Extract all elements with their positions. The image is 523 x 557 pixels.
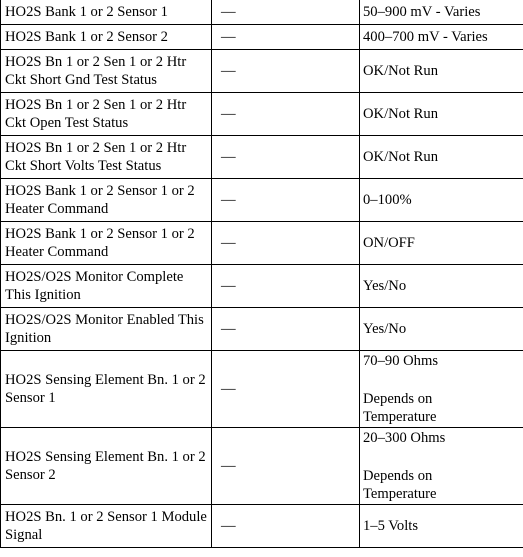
units-cell: —: [212, 428, 360, 505]
typical-value: 0–100%: [360, 179, 523, 222]
parameter-name: HO2S/O2S Monitor Enabled This Ignition: [1, 308, 212, 351]
typical-value: OK/Not Run: [360, 136, 523, 179]
typical-value: ON/OFF: [360, 222, 523, 265]
parameter-name: HO2S Bank 1 or 2 Sensor 2: [1, 25, 212, 50]
units-cell: —: [212, 505, 360, 548]
value-note: [363, 467, 519, 503]
units-cell: —: [212, 222, 360, 265]
table-row: [1, 93, 523, 136]
typical-value: [360, 351, 523, 428]
units-cell: —: [212, 25, 360, 50]
units-cell: —: [212, 179, 360, 222]
units-cell: —: [212, 136, 360, 179]
parameter-name: HO2S Bn 1 or 2 Sen 1 or 2 Htr Ckt Open Test Status: [1, 93, 212, 136]
typical-value: Yes/No: [360, 265, 523, 308]
parameter-name: HO2S Bank 1 or 2 Sensor 1 or 2 Heater Command: [1, 222, 212, 265]
typical-value: 50–900 mV - Varies: [360, 0, 523, 25]
parameter-name: HO2S Bn. 1 or 2 Sensor 1 Module Signal: [1, 505, 212, 548]
typical-value: OK/Not Run: [360, 93, 523, 136]
typical-value: OK/Not Run: [360, 50, 523, 93]
value-note-line: Depends on: [363, 391, 433, 407]
table-row: [1, 136, 523, 179]
value-range: 20–300 Ohms: [363, 430, 446, 446]
table-row: [1, 351, 523, 428]
table-row: [1, 428, 523, 505]
table-row: [1, 50, 523, 93]
typical-value: [360, 428, 523, 505]
parameter-name: HO2S Bn 1 or 2 Sen 1 or 2 Htr Ckt Short Gnd Test Status: [1, 50, 212, 93]
value-range: 70–90 Ohms: [363, 353, 438, 369]
parameter-name: HO2S/O2S Monitor Complete This Ignition: [1, 265, 212, 308]
table-row: [1, 308, 523, 351]
typical-value: 1–5 Volts: [360, 505, 523, 548]
table-row: [1, 179, 523, 222]
parameter-name: HO2S Bank 1 or 2 Sensor 1 or 2 Heater Command: [1, 179, 212, 222]
table-row: [1, 25, 523, 50]
parameter-name: HO2S Sensing Element Bn. 1 or 2 Sensor 1: [1, 351, 212, 428]
parameter-name: HO2S Bank 1 or 2 Sensor 1: [1, 0, 212, 25]
units-cell: —: [212, 308, 360, 351]
table-row: [1, 265, 523, 308]
units-cell: —: [212, 0, 360, 25]
units-cell: —: [212, 50, 360, 93]
units-cell: —: [212, 351, 360, 428]
value-note-line: Depends on: [363, 468, 433, 484]
parameter-name: HO2S Bn 1 or 2 Sen 1 or 2 Htr Ckt Short Volts Test Status: [1, 136, 212, 179]
parameter-name: HO2S Sensing Element Bn. 1 or 2 Sensor 2: [1, 428, 212, 505]
value-note-line: Temperature: [363, 409, 437, 425]
typical-value: Yes/No: [360, 308, 523, 351]
value-note: [363, 390, 519, 426]
table-row: [1, 505, 523, 548]
table-row: [1, 222, 523, 265]
units-cell: —: [212, 265, 360, 308]
table-row: [1, 0, 523, 25]
typical-value: 400–700 mV - Varies: [360, 25, 523, 50]
value-note-line: Temperature: [363, 486, 437, 502]
units-cell: —: [212, 93, 360, 136]
